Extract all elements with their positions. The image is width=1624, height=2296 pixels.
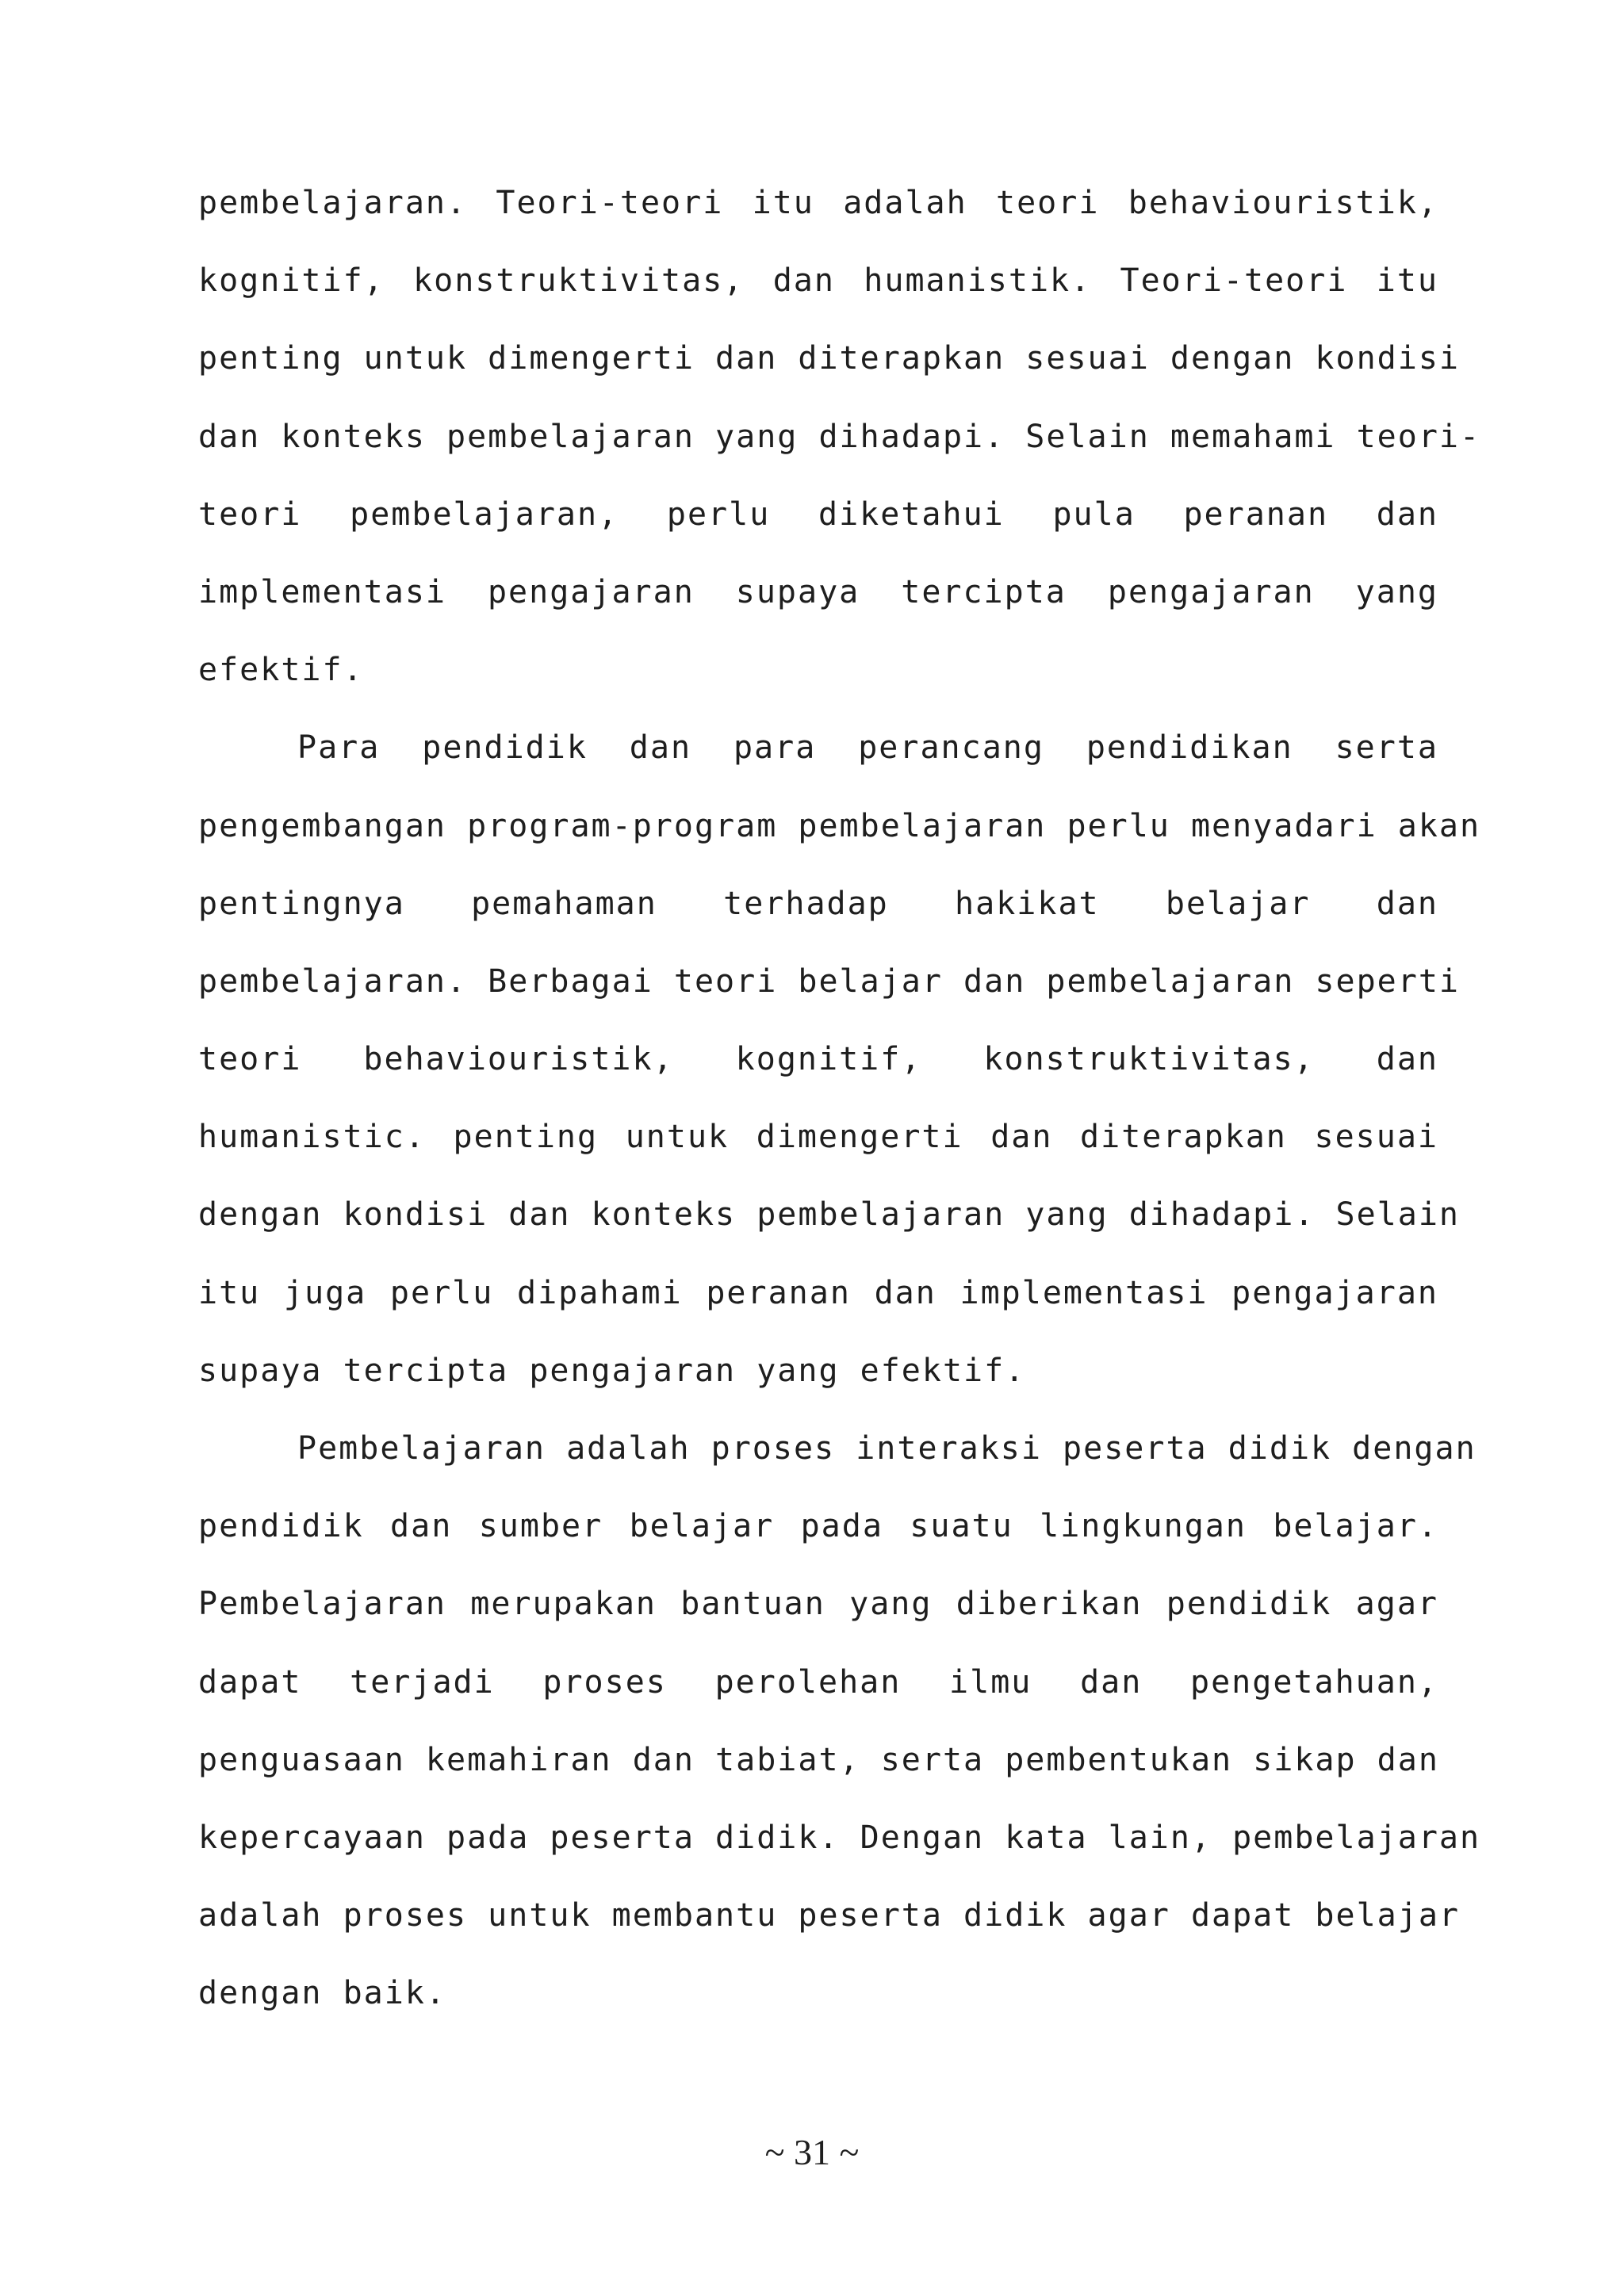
text-line: Pembelajaran merupakan bantuan yang diberikan pendidik agar	[198, 1586, 1438, 1623]
text-line: itu juga perlu dipahami peranan dan implementasi pengajaran	[198, 1274, 1438, 1311]
text-line: penguasaan kemahiran dan tabiat, serta pembentukan sikap dan	[198, 1741, 1439, 1778]
text-line: teori pembelajaran, perlu diketahui pula peranan dan	[198, 496, 1438, 533]
paragraph	[198, 1421, 1481, 2044]
page-number: ~ 31 ~	[764, 2132, 860, 2172]
text-line: humanistic. penting untuk dimengerti dan diterapkan sesuai	[198, 1119, 1438, 1156]
text-line: pengembangan program-program pembelajaran perlu menyadari akan	[198, 807, 1481, 844]
text-line: penting untuk dimengerti dan diterapkan sesuai dengan kondisi	[198, 340, 1461, 377]
text-line: pendidik dan sumber belajar pada suatu lingkungan belajar.	[198, 1508, 1438, 1545]
text-line: kognitif, konstruktivitas, dan humanistik. Teori-teori itu	[198, 262, 1438, 300]
text-line: supaya tercipta pengajaran yang efektif.	[198, 1352, 1026, 1389]
paragraph	[198, 720, 1481, 1421]
paragraph	[198, 175, 1481, 720]
text-line: implementasi pengajaran supaya tercipta pengajaran yang	[198, 573, 1438, 610]
text-line: kepercayaan pada peserta didik. Dengan kata lain, pembelajaran	[198, 1819, 1481, 1856]
text-line: dengan kondisi dan konteks pembelajaran yang dihadapi. Selain	[198, 1196, 1461, 1234]
text-line: Para pendidik dan para perancang pendidikan serta	[297, 729, 1438, 767]
body-text	[198, 175, 1481, 2044]
text-line: dan konteks pembelajaran yang dihadapi. Selain memahami teori-	[198, 418, 1481, 455]
text-line: efektif.	[198, 652, 364, 689]
text-line: teori behaviouristik, kognitif, konstruktivitas, dan	[198, 1041, 1438, 1078]
text-line: pembelajaran. Berbagai teori belajar dan pembelajaran seperti	[198, 962, 1461, 1000]
text-line: pembelajaran. Teori-teori itu adalah teori behaviouristik,	[198, 185, 1438, 221]
text-line: adalah proses untuk membantu peserta didik agar dapat belajar	[198, 1897, 1461, 1934]
text-line: pentingnya pemahaman terhadap hakikat belajar dan	[198, 885, 1438, 922]
text-line: dapat terjadi proses perolehan ilmu dan pengetahuan,	[198, 1663, 1438, 1701]
text-line: Pembelajaran adalah proses interaksi peserta didik dengan	[297, 1430, 1477, 1467]
text-line: dengan baik.	[198, 1975, 446, 2012]
